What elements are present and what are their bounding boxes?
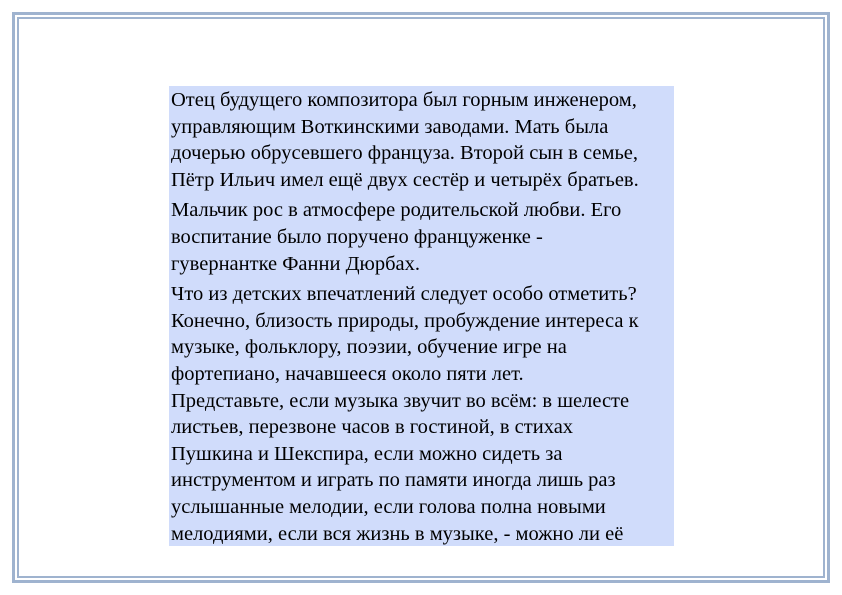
text-line: музыке, фольклору, поэзии, обучение игре на: [171, 336, 567, 359]
text-line: гувернантке Фанни Дюрбах.: [171, 252, 421, 275]
text-line: Что из детских впечатлений следует особо отметить?: [171, 283, 637, 306]
text-line: Пушкина и Шекспира, если можно сидеть за: [171, 442, 563, 465]
text-line: Мальчик рос в атмосфере родительской любви. Его: [171, 199, 622, 222]
paragraph-childhood: [171, 197, 672, 277]
text-line: инструментом и играть по памяти иногда лишь раз: [171, 469, 616, 492]
text-line: Отец будущего композитора был горным инженером,: [171, 89, 637, 111]
text-line: Пётр Ильич имел ещё двух сестёр и четырёх братьев.: [171, 168, 639, 191]
text-line: листьев, перезвоне часов в гостиной, в стихах: [171, 416, 574, 439]
paragraph-impressions: [171, 281, 672, 546]
text-line: услышанные мелодии, если голова полна новыми: [171, 495, 606, 518]
paragraph-father-family: [171, 87, 672, 193]
text-block: [169, 86, 674, 546]
text-line: Представьте, если музыка звучит во всём: в шелесте: [171, 389, 630, 412]
text-line: мелодиями, если вся жизнь в музыке, - можно ли её: [171, 522, 624, 545]
text-line: фортепиано, начавшееся около пяти лет.: [171, 362, 524, 385]
text-line: управляющим Воткинскими заводами. Мать была: [171, 115, 609, 138]
text-line: Конечно, близость природы, пробуждение интереса к: [171, 309, 639, 332]
text-line: воспитание было поручено француженке -: [171, 225, 543, 248]
text-line: дочерью обрусевшего француза. Второй сын в семье,: [171, 142, 639, 165]
